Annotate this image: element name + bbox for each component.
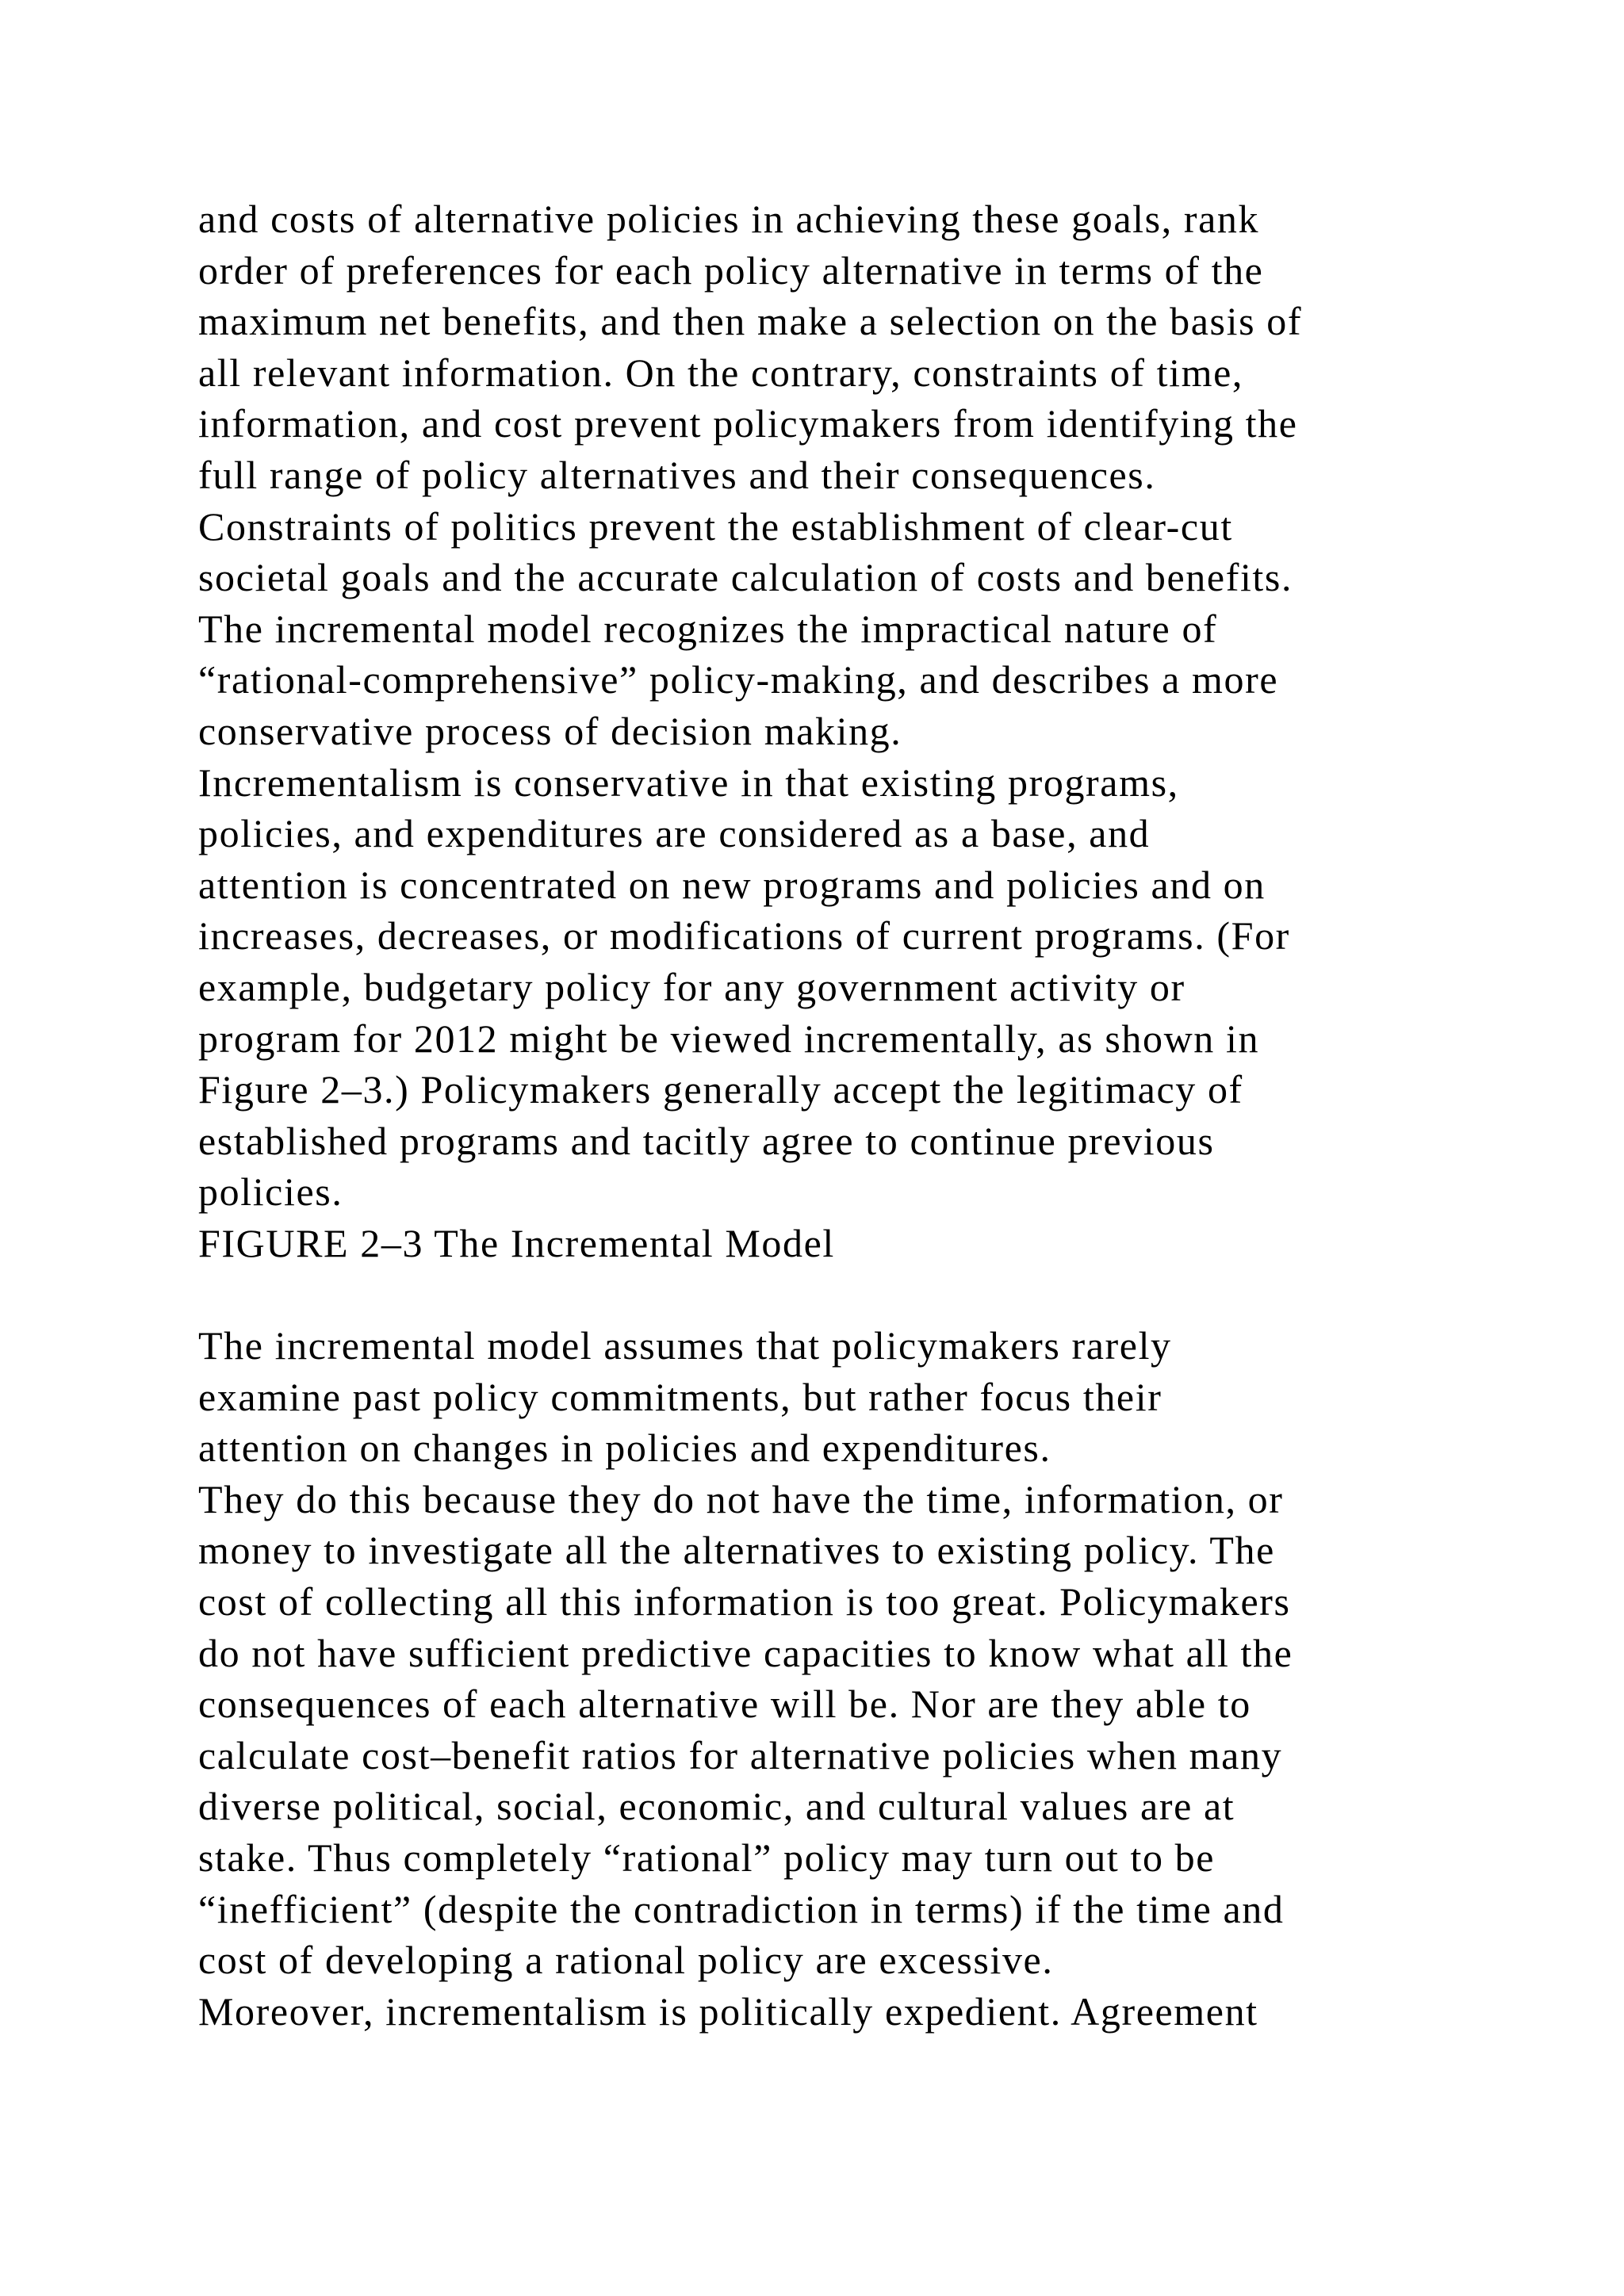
text-line: The incremental model recognizes the impractical nature of: [198, 606, 1218, 651]
text-line: program for 2012 might be viewed incrementally, as shown in: [198, 1016, 1260, 1061]
text-line: Incrementalism is conservative in that existing programs,: [198, 760, 1179, 805]
text-line: examine past policy commitments, but rather focus their: [198, 1374, 1162, 1419]
text-line: money to investigate all the alternatives to existing policy. The: [198, 1528, 1275, 1573]
text-line: established programs and tacitly agree to continue previous: [198, 1118, 1215, 1163]
text-line: order of preferences for each policy alternative in terms of the: [198, 247, 1264, 293]
text-line: They do this because they do not have the time, information, or: [198, 1476, 1284, 1521]
text-line: conservative process of decision making.: [198, 708, 902, 753]
text-line: increases, decreases, or modifications of current programs. (For: [198, 913, 1290, 959]
figure-caption: FIGURE 2–3 The Incremental Model: [198, 1220, 835, 1265]
text-line: diverse political, social, economic, and cultural values are at: [198, 1784, 1235, 1829]
text-line: and costs of alternative policies in achieving these goals, rank: [198, 197, 1260, 241]
text-line: Figure 2–3.) Policymakers generally accept the legitimacy of: [198, 1067, 1243, 1112]
blank-line: [198, 1269, 1499, 1320]
text-line: societal goals and the accurate calculation of costs and benefits.: [198, 555, 1293, 600]
body-text: [198, 193, 1499, 2037]
text-line: stake. Thus completely “rational” policy may turn out to be: [198, 1835, 1216, 1880]
text-line: full range of policy alternatives and their consequences.: [198, 452, 1156, 497]
text-line: example, budgetary policy for any government activity or: [198, 964, 1185, 1009]
text-line: “inefficient” (despite the contradiction in terms) if the time and: [198, 1886, 1285, 1931]
text-line: information, and cost prevent policymakers from identifying the: [198, 401, 1298, 446]
text-line: attention is concentrated on new programs and policies and on: [198, 862, 1266, 907]
text-line: all relevant information. On the contrary, constraints of time,: [198, 350, 1244, 395]
text-line: policies, and expenditures are considered as a base, and: [198, 811, 1151, 856]
text-line: The incremental model assumes that policymakers rarely: [198, 1323, 1172, 1368]
text-line: cost of collecting all this information is too great. Policymakers: [198, 1579, 1291, 1624]
text-line: Moreover, incrementalism is politically expedient. Agreement: [198, 1988, 1258, 2034]
text-line: policies.: [198, 1169, 343, 1215]
text-line: do not have sufficient predictive capacities to know what all the: [198, 1630, 1293, 1675]
text-line: calculate cost–benefit ratios for alternative policies when many: [198, 1732, 1283, 1777]
text-line: attention on changes in policies and expenditures.: [198, 1425, 1051, 1471]
text-line: cost of developing a rational policy are excessive.: [198, 1938, 1054, 1983]
text-line: maximum net benefits, and then make a selection on the basis of: [198, 299, 1303, 344]
text-line: “rational-comprehensive” policy-making, and describes a more: [198, 657, 1279, 702]
text-line: Constraints of politics prevent the establishment of clear-cut: [198, 503, 1233, 549]
text-line: consequences of each alternative will be. Nor are they able to: [198, 1682, 1251, 1727]
